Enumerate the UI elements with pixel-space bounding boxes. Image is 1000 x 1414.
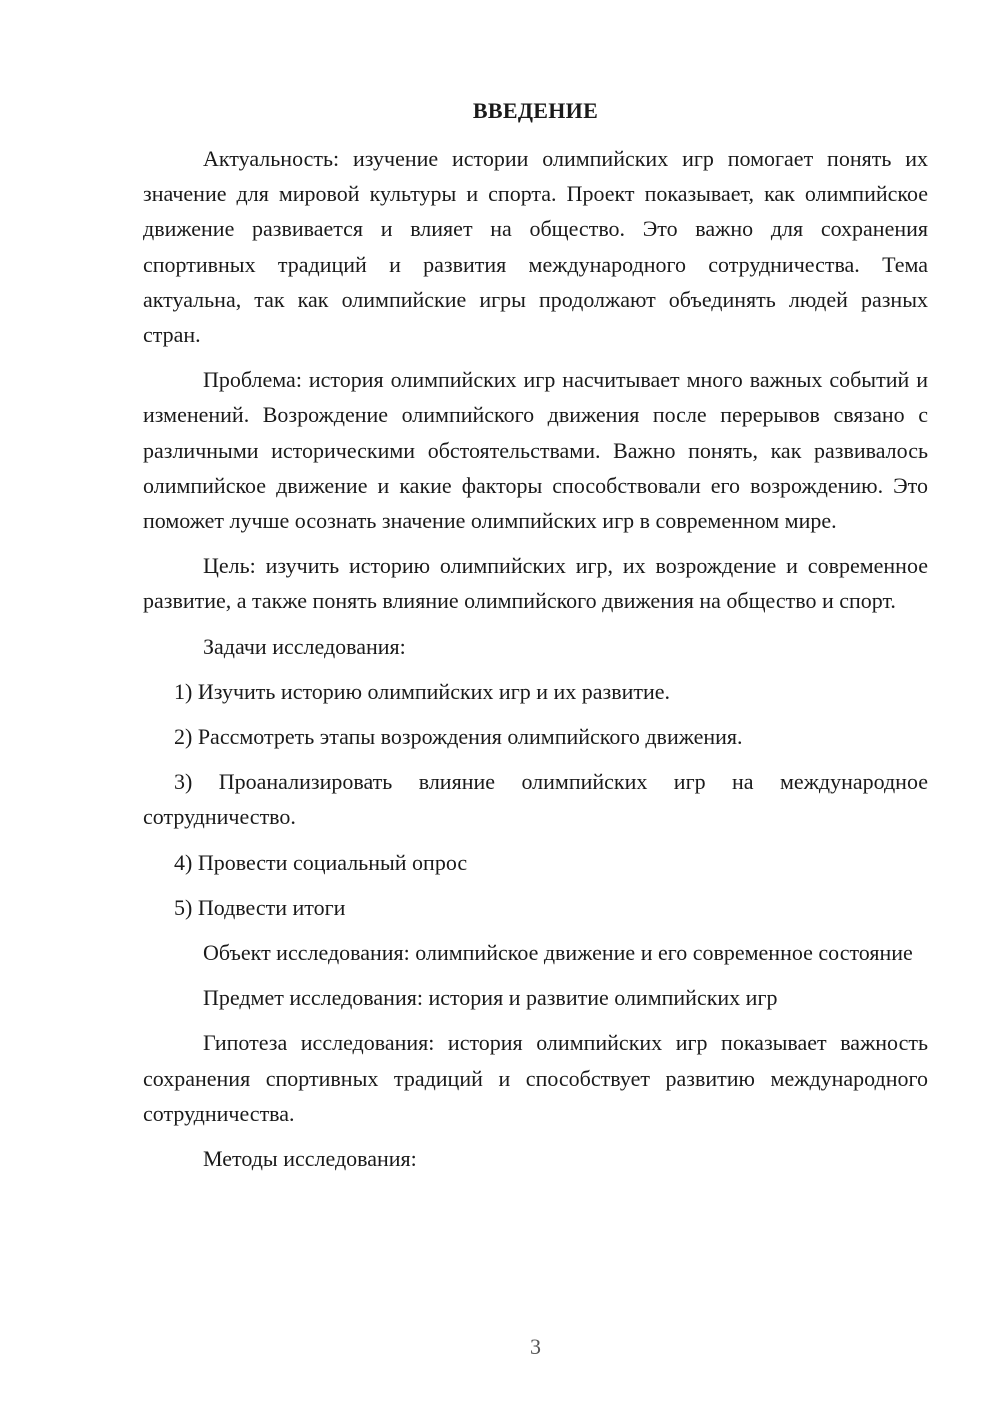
paragraph-methods: Методы исследования: bbox=[203, 1146, 417, 1172]
task-item-5: 5) Подвести итоги bbox=[174, 894, 346, 920]
paragraph-subject: Предмет исследования: история и развитие олимпийских игр bbox=[203, 985, 778, 1011]
document-body bbox=[143, 141, 928, 1186]
paragraph-object: Объект исследования: олимпийское движение и его современное состояние bbox=[203, 940, 913, 966]
paragraph-tasks-heading: Задачи исследования: bbox=[203, 633, 406, 659]
task-item-3: 3) Проанализировать влияние олимпийских игр на международное сотрудничество. bbox=[143, 769, 928, 830]
task-item-2: 2) Рассмотреть этапы возрождения олимпийского движения. bbox=[174, 724, 743, 750]
paragraph-hypothesis: Гипотеза исследования: история олимпийских игр показывает важность сохранения спортивных традиций и способствует развитию международного сотрудничества. bbox=[143, 1030, 928, 1126]
paragraph-problem: Проблема: история олимпийских игр насчитывает много важных событий и изменений. Возрождение олимпийского движения после перерывов связано с различными историческими обстоятельствами. Важно понять, как развивалось олимпийское движение и какие факторы способствовали его возрождению. Это поможет лучше осознать значение олимпийских игр в современном мире. bbox=[143, 367, 928, 534]
page-number: 3 bbox=[530, 1334, 541, 1359]
section-title: ВВЕДЕНИЕ bbox=[472, 98, 599, 123]
document-page bbox=[143, 0, 928, 1414]
task-item-1: 1) Изучить историю олимпийских игр и их развитие. bbox=[174, 678, 671, 704]
paragraph-goal: Цель: изучить историю олимпийских игр, их возрождение и современное развитие, а также понять влияние олимпийского движения на общество и спорт. bbox=[143, 553, 928, 614]
paragraph-relevance: Актуальность: изучение истории олимпийских игр помогает понять их значение для мировой культуры и спорта. Проект показывает, как олимпийское движение развивается и влияет на общество. Это важно для сохранения спортивных традиций и развития международного сотрудничества. Тема актуальна, так как олимпийские игры продолжают объединять людей разных стран. bbox=[143, 146, 928, 348]
task-item-4: 4) Провести социальный опрос bbox=[174, 849, 468, 875]
